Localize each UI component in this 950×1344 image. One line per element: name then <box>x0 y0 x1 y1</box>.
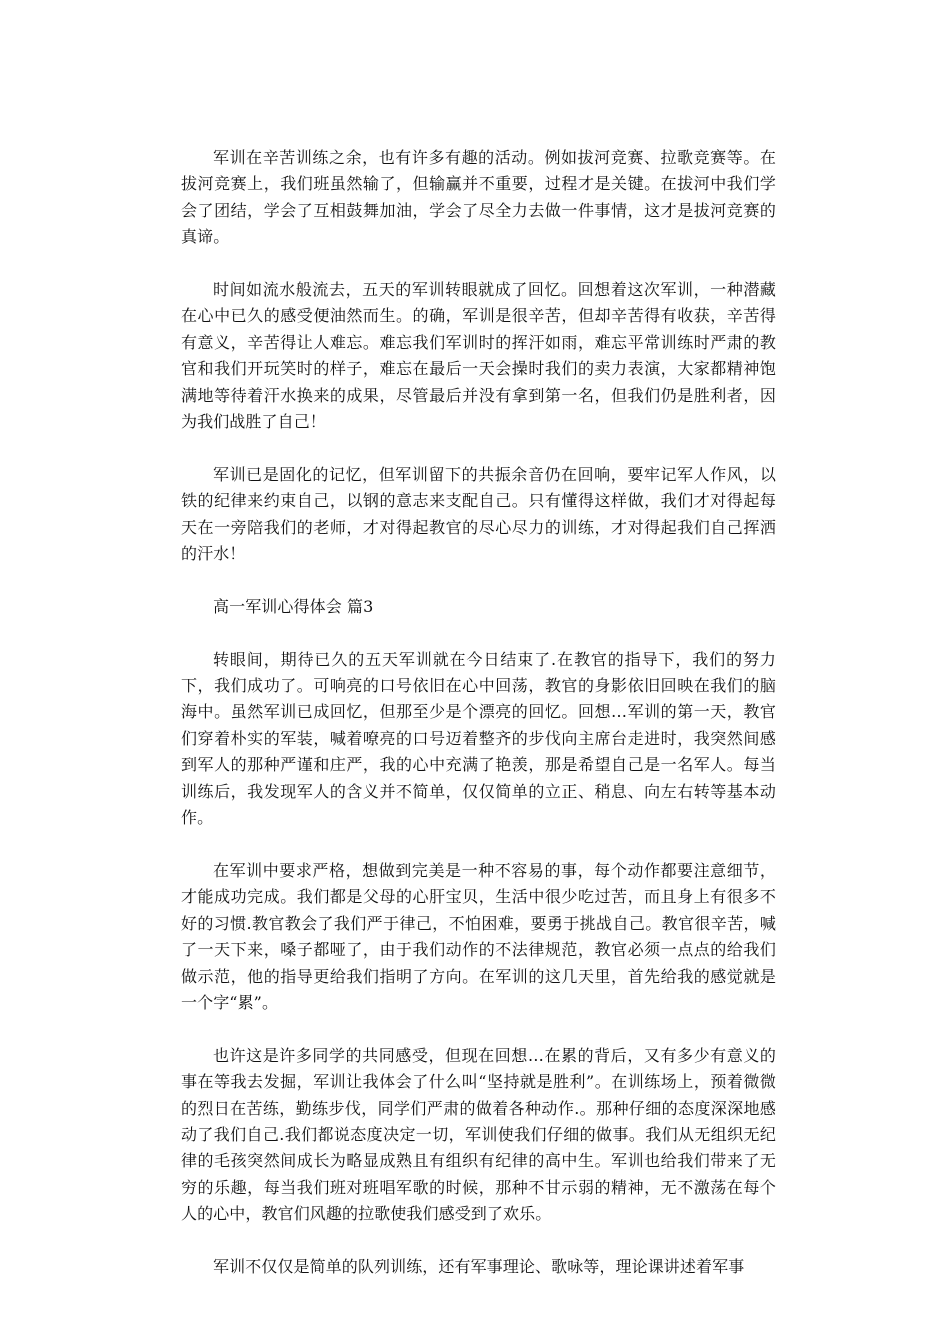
paragraph-strict-requirements: 在军训中要求严格，想做到完美是一种不容易的事，每个动作都要注意细节，才能成功完成。我们都是父母的心肝宝贝，生活中很少吃过苦，而且身上有很多不好的习惯.教官教会了我们严于律己，不怕困难，要勇于挑战自己。教官很辛苦，喊了一天下来，嗓子都哑了，由于我们动作的不法律规范，教官必须一点点的给我们做示范，他的指导更给我们指明了方向。在军训的这几天里，首先给我的感觉就是一个字“累”。 <box>181 860 776 1012</box>
paragraph-military-theory: 军训不仅仅是简单的队列训练，还有军事理论、歌咏等，理论课讲述着军事 <box>213 1256 745 1276</box>
paragraph-discipline: 军训已是固化的记忆，但军训留下的共振余音仍在回响，要牢记军人作风，以铁的纪律来约束自己，以钢的意志来支配自己。只有懂得这样做，我们才对得起每天在一旁陪我们的老师，才对得起教官的尽心尽力的训练，才对得起我们自己挥洒的汗水！ <box>181 464 776 564</box>
section-heading: 高一军训心得体会 篇3 <box>213 596 374 616</box>
paragraph-memories: 时间如流水般流去，五天的军训转眼就成了回忆。回想着这次军训，一种潜藏在心中已久的感受便油然而生。的确，军训是很辛苦，但却辛苦得有收获，辛苦得有意义，辛苦得让人难忘。难忘我们军训时的挥汗如雨，难忘平常训练时严肃的教官和我们开玩笑时的样子，难忘在最后一天会操时我们的卖力表演，大家都精神饱满地等待着汗水换来的成果，尽管最后并没有拿到第一名，但我们仍是胜利者，因为我们战胜了自己！ <box>181 280 776 432</box>
paragraph-tug-of-war: 军训在辛苦训练之余，也有许多有趣的活动。例如拔河竞赛、拉歌竞赛等。在拔河竞赛上，我们班虽然输了，但输赢并不重要，过程才是关键。在拔河中我们学会了团结，学会了互相鼓舞加油，学会了尽全力去做一件事情，这才是拔河竞赛的真谛。 <box>181 148 776 247</box>
paragraph-shared-feelings: 也许这是许多同学的共同感受，但现在回想…在累的背后，又有多少有意义的事在等我去发掘，军训让我体会了什么叫“坚持就是胜利”。在训练场上，预着微微的烈日在苦练，勤练步伐，同学们严肃的做着各种动作.。那种仔细的态度深深地感动了我们自己.我们都说态度决定一切，军训使我们仔细的做事。我们从无组织无纪律的毛孩突然间成长为略显成熟且有组织有纪律的高中生。军训也给我们带来了无穷的乐趣，每当我们班对班唱军歌的时候，那种不甘示弱的精神，无不激荡在每个人的心中，教官们风趣的拉歌使我们感受到了欢乐。 <box>181 1045 776 1224</box>
paragraph-training-ends: 转眼间，期待已久的五天军训就在今日结束了.在教官的指导下，我们的努力下，我们成功了。可响亮的口号依旧在心中回荡，教官的身影依旧回映在我们的脑海中。虽然军训已成回忆，但那至少是个漂亮的回忆。回想…军训的第一天，教官们穿着朴实的军装，喊着嘹亮的口号迈着整齐的步伐向主席台走进时，我突然间感到军人的那种严谨和庄严，我的心中充满了艳羡，那是希望自己是一名军人。每当训练后，我发现军人的含义并不简单，仅仅简单的立正、稍息、向左右转等基本动作。 <box>181 649 776 828</box>
document-page <box>181 145 776 1307</box>
